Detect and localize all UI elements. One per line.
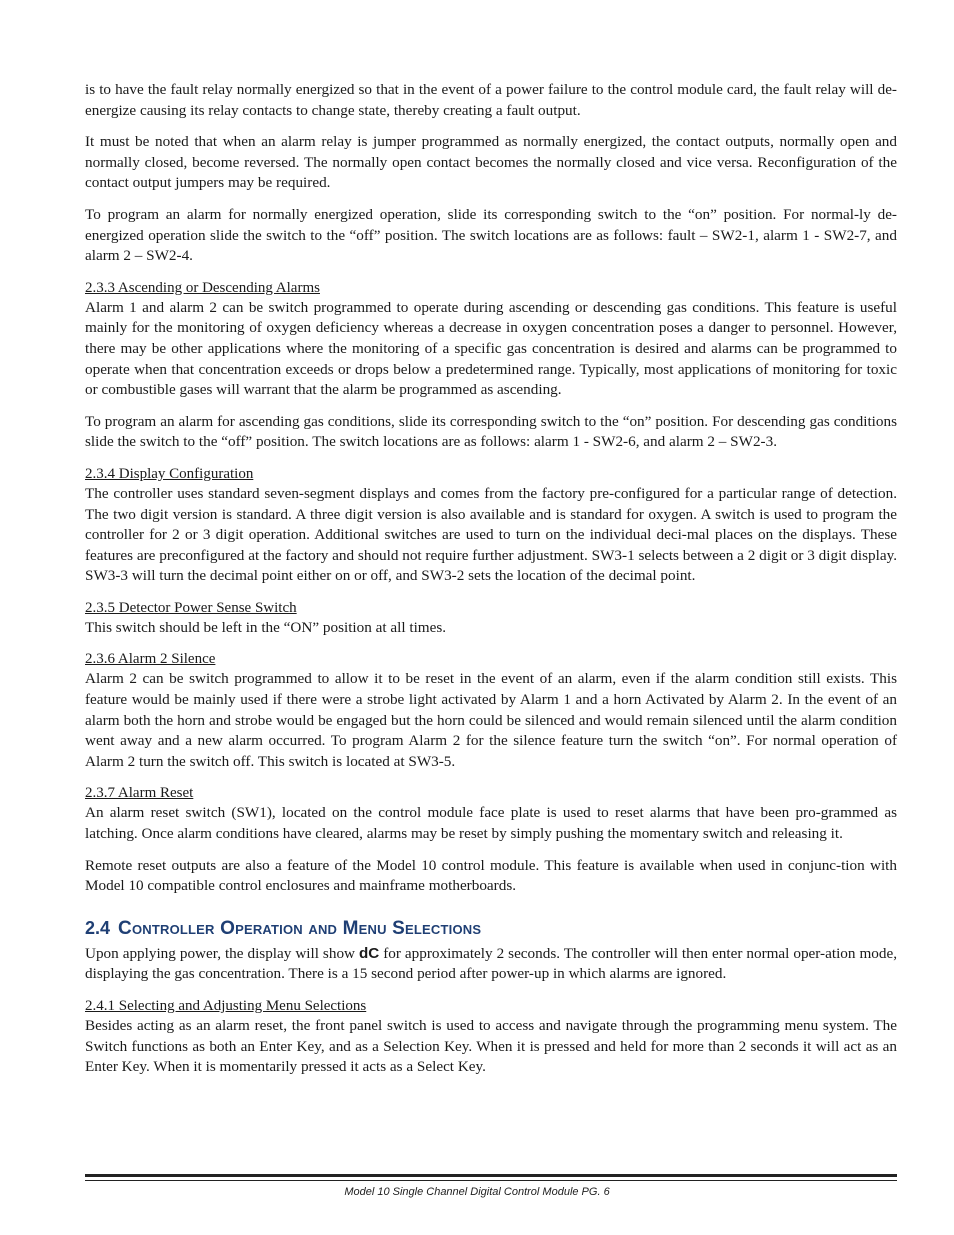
power-on-text-end: for approximately 2 seconds. The controller will then enter normal oper-ation mode, displaying the gas concentration. There is a 15 second period after power-up in which alarms are ignored. <box>85 944 897 983</box>
footer-rule-thin <box>85 1180 897 1181</box>
paragraph-ascending-2: To program an alarm for ascending gas conditions, slide its corresponding switch to the “on” position. For descending gas conditions slide the switch to the “off” position. The switch locations are as follows: alarm 1 - SW2-6, and alarm 2 – SW2-3. <box>85 412 897 451</box>
heading-2-3-5: 2.3.5 Detector Power Sense Switch <box>85 599 297 616</box>
paragraph-menu-selections: Besides acting as an alarm reset, the front panel switch is used to access and navigate through the programming menu system. The Switch functions as both an Enter Key, and as a Selection Key. When it is pressed and held for more than 2 seconds it will act as an Enter Key. When it is momentarily pressed it acts as a Select Key. <box>85 1017 897 1076</box>
paragraph-power-on <box>85 944 897 985</box>
section-title: Controller Operation and Menu Selections <box>118 917 482 939</box>
paragraph-program-energized: To program an alarm for normally energized operation, slide its corresponding switch to the “on” position. For normal-ly de-energized operation slide the switch to the “off” position. The switch locations are as follows: fault – SW2-1, alarm 1 - SW2-7, and alarm 2 – SW2-4. <box>85 205 897 265</box>
page-footer: Model 10 Single Channel Digital Control Module PG. 6 <box>344 1186 610 1198</box>
paragraph-alarm-reset-1: An alarm reset switch (SW1), located on the control module face plate is used to reset alarms that have been pro-grammed as latching. Once alarm conditions have cleared, alarms may be reset by simply pushing the momentary switch and releasing it. <box>85 804 897 843</box>
heading-2-3-6: 2.3.6 Alarm 2 Silence <box>85 651 216 668</box>
paragraph-power-sense: This switch should be left in the “ON” position at all times. <box>85 618 447 636</box>
display-code-dc: dC <box>358 944 380 962</box>
paragraph-fault-relay: is to have the fault relay normally energized so that in the event of a power failure to the control module card, the fault relay will de-energize causing its relay contacts to change state, thereby creating a fault output. <box>85 81 897 119</box>
paragraph-alarm-reset-2: Remote reset outputs are also a feature of the Model 10 control module. This feature is available when used in conjunc-tion with Model 10 compatible control enclosures and mainframe motherboards. <box>85 856 897 895</box>
section-number: 2.4 <box>85 917 111 938</box>
paragraph-ascending-1: Alarm 1 and alarm 2 can be switch programmed to operate during ascending or descending gas conditions. This feature is useful mainly for the monitoring of oxygen deficiency whereas a decrease in oxygen concentration poses a danger to personnel. However, there may be other applications where the monitoring of a specific gas concentration is desired and alarms can be programmed to operate when that concentration exceeds or drops below a predetermined range. Typically, most applications of monitoring for toxic or combustible gases will warrant that the alarm be programmed as ascending. <box>85 298 897 399</box>
heading-2-3-4: 2.3.4 Display Configuration <box>85 465 254 482</box>
footer-rule-thick <box>85 1174 897 1177</box>
paragraph-jumper-note: It must be noted that when an alarm relay is jumper programmed as normally energized, the contact outputs, normally open and normally closed, become reversed. The normally open contact becomes the normally closed and vice versa. Reconfiguration of the contact output jumpers may be required. <box>85 133 897 192</box>
paragraph-display-config: The controller uses standard seven-segment displays and comes from the factory pre-configured for a particular range of detection. The two digit version is standard. A three digit version is also available and is standard for oxygen. A switch is used to program the controller for 2 or 3 digit operation. Additional switches are used to turn on the individual deci-mal places on the displays. These features are preconfigured at the factory and should not require further adjustment. SW3-1 selects between a 2 digit or 3 digit display. SW3-3 will turn the decimal point either on or off, and SW3-2 sets the location of the decimal point. <box>85 484 897 585</box>
heading-2-4-1: 2.4.1 Selecting and Adjusting Menu Selections <box>85 998 367 1014</box>
power-on-text-start: Upon applying power, the display will show <box>85 944 359 962</box>
heading-2-3-3: 2.3.3 Ascending or Descending Alarms <box>85 279 320 296</box>
paragraph-alarm2-silence: Alarm 2 can be switch programmed to allow it to be reset in the event of an alarm, even if the alarm condition still exists. This feature would be mainly used if there were a strobe light activated by Alarm 1 and a horn Activated by Alarm 2. In the event of an alarm both the horn and strobe would be engaged but the horn could be silenced and would remain silenced until the alarm condition went away and a new alarm occurred. To program Alarm 2 for the silence feature turn the switch “on”. For normal operation of Alarm 2 turn the switch off. This switch is located at SW3-5. <box>85 670 897 770</box>
section-heading-2-4 <box>85 917 897 940</box>
heading-2-3-7: 2.3.7 Alarm Reset <box>85 785 194 802</box>
document-body <box>85 80 897 1089</box>
